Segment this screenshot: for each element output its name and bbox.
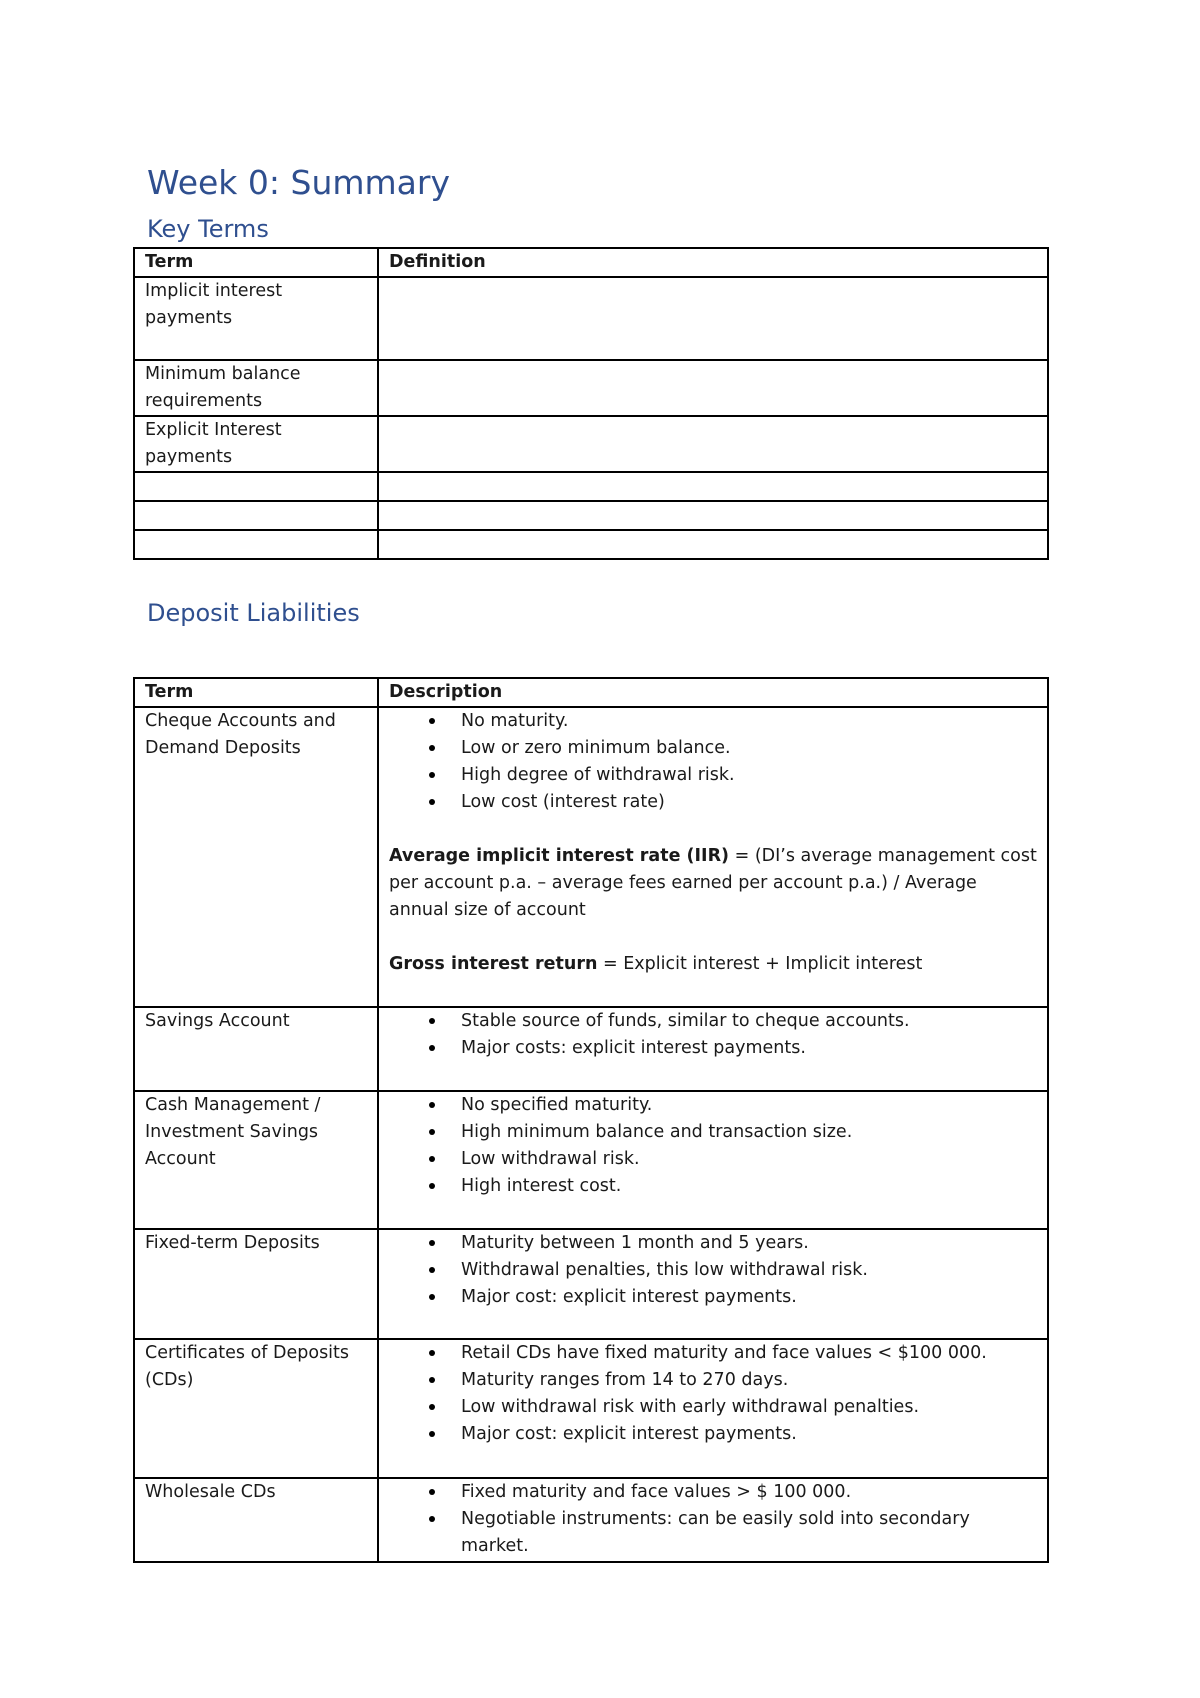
bullet-list (389, 708, 1037, 816)
col-term-header: Term (134, 678, 378, 707)
list-item: Low withdrawal risk with early withdrawal penalties. (461, 1394, 1037, 1421)
list-item: Major cost: explicit interest payments. (461, 1421, 1037, 1448)
table-row (134, 1091, 1048, 1229)
col-term-header: Term (134, 248, 378, 277)
bullet-list (389, 1340, 1037, 1448)
key-terms-heading: Key Terms (147, 215, 269, 243)
term-cell: Cheque Accounts and Demand Deposits (134, 707, 378, 1007)
table-row (134, 416, 1048, 472)
term-cell: Cash Management / Investment Savings Account (134, 1091, 378, 1229)
iir-formula-text: = (DI’s average management cost per account p.a. – average fees earned per account p.a.) / Average annual size of account (389, 846, 1037, 920)
table-row (134, 1007, 1048, 1091)
list-item: High interest cost. (461, 1173, 1037, 1200)
term-cell: Certificates of Deposits (CDs) (134, 1339, 378, 1478)
table-row (134, 277, 1048, 360)
description-cell (378, 1091, 1048, 1229)
list-item: Low cost (interest rate) (461, 789, 1037, 816)
term-cell: Wholesale CDs (134, 1478, 378, 1562)
description-cell (378, 1229, 1048, 1339)
iir-formula (389, 843, 1037, 924)
list-item: Retail CDs have fixed maturity and face values < $100 000. (461, 1340, 1037, 1367)
deposit-liabilities-table (133, 677, 1049, 1563)
gross-interest-label: Gross interest return (389, 954, 598, 974)
term-cell: Fixed-term Deposits (134, 1229, 378, 1339)
col-definition-header: Definition (378, 248, 1048, 277)
definition-cell (378, 530, 1048, 559)
bullet-list (389, 1479, 1037, 1560)
description-cell (378, 1339, 1048, 1478)
term-cell: Savings Account (134, 1007, 378, 1091)
table-header-row (134, 678, 1048, 707)
list-item: Withdrawal penalties, this low withdrawal risk. (461, 1257, 1037, 1284)
table-row (134, 707, 1048, 1007)
description-cell (378, 1478, 1048, 1562)
table-row (134, 1229, 1048, 1339)
table-row (134, 360, 1048, 416)
gross-interest-text: = Explicit interest + Implicit interest (597, 954, 923, 974)
list-item: Major cost: explicit interest payments. (461, 1284, 1037, 1311)
bullet-list (389, 1008, 1037, 1062)
list-item: Maturity ranges from 14 to 270 days. (461, 1367, 1037, 1394)
term-cell (134, 472, 378, 501)
table-row (134, 1339, 1048, 1478)
list-item: Major costs: explicit interest payments. (461, 1035, 1037, 1062)
bullet-list (389, 1092, 1037, 1200)
term-cell (134, 501, 378, 530)
term-cell: Explicit Interest payments (134, 416, 378, 472)
table-row (134, 472, 1048, 501)
iir-formula-label: Average implicit interest rate (IIR) (389, 846, 730, 866)
definition-cell (378, 501, 1048, 530)
list-item: High minimum balance and transaction size. (461, 1119, 1037, 1146)
table-header-row (134, 248, 1048, 277)
page-title: Week 0: Summary (147, 163, 450, 202)
gross-interest-formula (389, 951, 1037, 978)
key-terms-table (133, 247, 1049, 560)
list-item: Stable source of funds, similar to cheque accounts. (461, 1008, 1037, 1035)
list-item: No maturity. (461, 708, 1037, 735)
list-item: Low or zero minimum balance. (461, 735, 1037, 762)
table-row (134, 530, 1048, 559)
definition-cell (378, 416, 1048, 472)
table-row (134, 501, 1048, 530)
list-item: No specified maturity. (461, 1092, 1037, 1119)
description-cell (378, 707, 1048, 1007)
list-item: Low withdrawal risk. (461, 1146, 1037, 1173)
bullet-list (389, 1230, 1037, 1311)
term-cell (134, 530, 378, 559)
term-cell: Minimum balance requirements (134, 360, 378, 416)
description-cell (378, 1007, 1048, 1091)
list-item: High degree of withdrawal risk. (461, 762, 1037, 789)
definition-cell (378, 360, 1048, 416)
list-item: Fixed maturity and face values > $ 100 000. (461, 1479, 1037, 1506)
deposit-liabilities-heading: Deposit Liabilities (147, 599, 360, 627)
term-cell: Implicit interest payments (134, 277, 378, 360)
table-row (134, 1478, 1048, 1562)
list-item: Maturity between 1 month and 5 years. (461, 1230, 1037, 1257)
definition-cell (378, 277, 1048, 360)
col-description-header: Description (378, 678, 1048, 707)
definition-cell (378, 472, 1048, 501)
list-item: Negotiable instruments: can be easily sold into secondary market. (461, 1506, 1037, 1560)
